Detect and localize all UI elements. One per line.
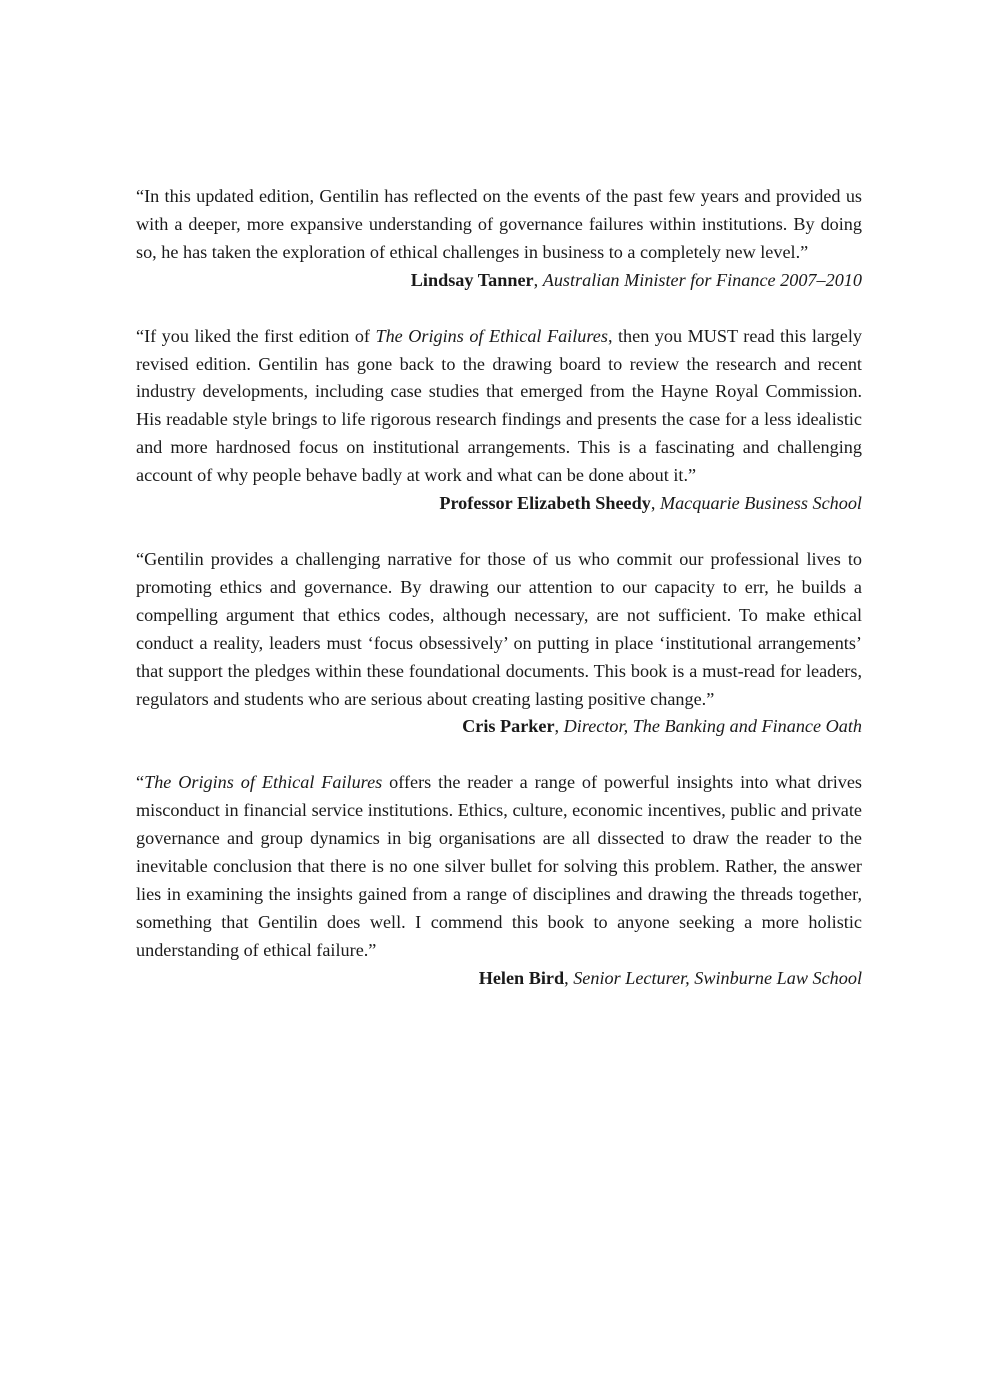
endorsement-quote	[136, 769, 862, 964]
attribution-separator: ,	[554, 716, 564, 737]
book-title: The Origins of Ethical Failures	[144, 772, 383, 793]
endorser-role: Macquarie Business School	[659, 493, 862, 514]
endorsement-attribution	[136, 490, 862, 518]
endorser-name: Professor Elizabeth Sheedy	[439, 493, 651, 514]
endorser-role: Director, The Banking and Finance Oath	[563, 716, 862, 737]
quote-text: , then you MUST read this largely revised edition. Gentilin has gone back to the drawing board to review the research and recent industry developments, including case studies that emerged from the Hayne Royal Commission. His readable style brings to life rigorous research findings and presents the case for a less idealistic and more hardnosed focus on institutional arrangements. This is a fascinating and challenging account of why people behave badly at work and what can be done about it.”	[136, 325, 862, 486]
endorsement-attribution	[136, 965, 862, 993]
endorsement-attribution	[136, 267, 862, 295]
quote-text: “	[136, 772, 145, 793]
endorser-role: Senior Lecturer, Swinburne Law School	[573, 967, 862, 988]
quote-text: offers the reader a range of powerful insights into what drives misconduct in financial service institutions. Ethics, culture, economic incentives, public and private governance and group dynamics in big organisations are all dissected to draw the reader to the inevitable conclusion that there is no one silver bullet for solving this problem. Rather, the answer lies in examining the insights gained from a range of disciplines and drawing the threads together, something that Gentilin does well. I commend this book to anyone seeking a more holistic understanding of ethical failure.”	[136, 772, 863, 960]
endorsement-quote	[136, 546, 862, 713]
quote-text: “In this updated edition, Gentilin has reflected on the events of the past few years and provided us with a deeper, more expansive understanding of governance failures within institutions. By doing so, he has taken the exploration of ethical challenges in business to a completely new level.”	[136, 186, 862, 262]
attribution-separator: ,	[650, 493, 660, 514]
endorser-name: Cris Parker	[462, 716, 555, 737]
endorsement-bird	[136, 769, 862, 992]
endorsement-sheedy	[136, 323, 862, 518]
endorsement-tanner	[136, 183, 862, 295]
endorser-name: Lindsay Tanner	[410, 269, 534, 290]
book-title: The Origins of Ethical Failures	[375, 325, 608, 346]
endorsement-quote	[136, 183, 862, 267]
endorsement-attribution	[136, 713, 862, 741]
attribution-separator: ,	[564, 967, 574, 988]
endorsement-quote	[136, 323, 862, 490]
endorsements-page	[136, 183, 862, 1021]
endorser-role: Australian Minister for Finance 2007–2010	[542, 269, 862, 290]
quote-text: “If you liked the first edition of	[136, 325, 376, 346]
endorsement-parker	[136, 546, 862, 741]
quote-text: “Gentilin provides a challenging narrative for those of us who commit our professional lives to promoting ethics and governance. By drawing our attention to our capacity to err, he builds a compelling argument that ethics codes, although necessary, are not sufficient. To make ethical conduct a reality, leaders must ‘focus obsessively’ on putting in place ‘institutional arrangements’ that support the pledges within these foundational documents. This book is a must-read for leaders, regulators and students who are serious about creating lasting positive change.”	[136, 548, 862, 709]
attribution-separator: ,	[533, 269, 543, 290]
endorser-name: Helen Bird	[478, 967, 565, 988]
